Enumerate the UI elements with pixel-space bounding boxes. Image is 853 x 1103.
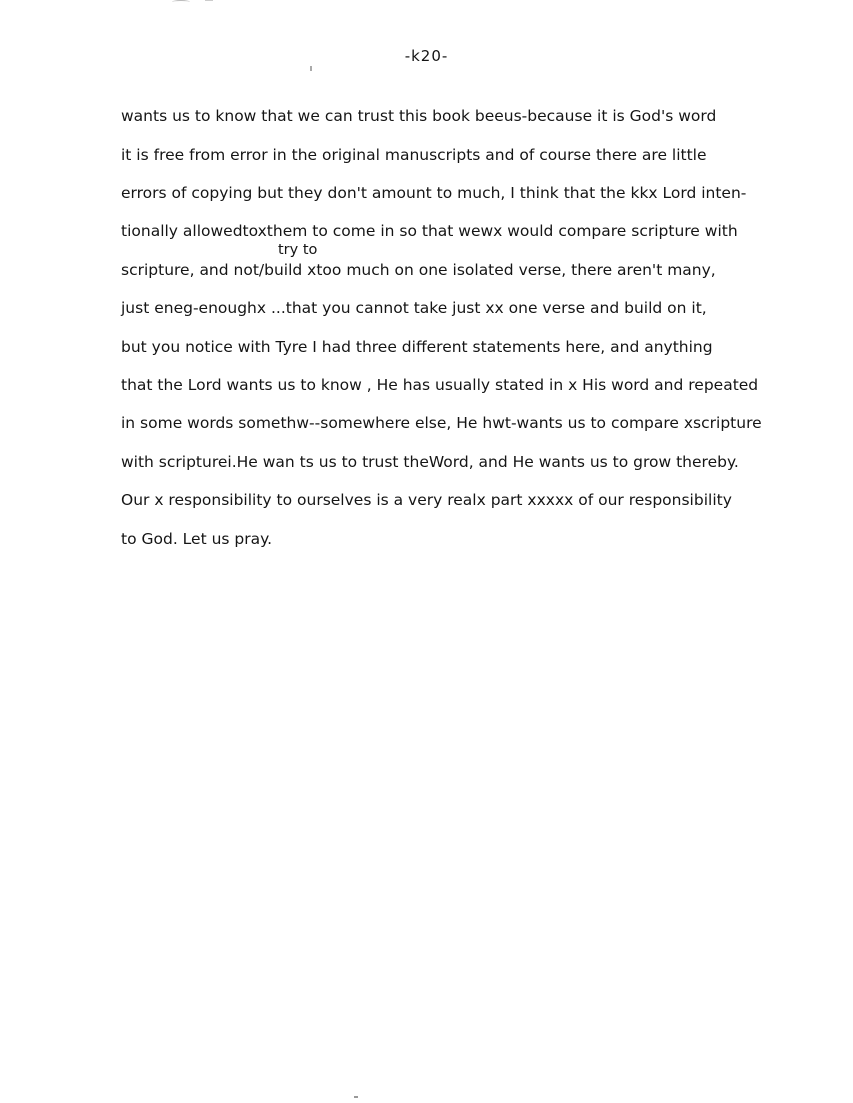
text-line: wants us to know that we can trust this book beeus-because it is God's word — [121, 107, 717, 125]
text-line: just eneg-enoughx ...that you cannot take just xx one verse and build on it, — [121, 299, 707, 317]
text-line: tionally allowedtoxthem to come in so that wewx would compare scripture with — [121, 222, 738, 240]
text-line: Our x responsibility to ourselves is a very realx part xxxxx of our responsibility — [121, 491, 732, 509]
text-line: errors of copying but they don't amount to much, I think that the kkx Lord inten- — [121, 184, 747, 202]
text-line: scripture, and not/build xtoo much on one isolated verse, there aren't many, — [121, 261, 716, 279]
text-line: in some words somethw--somewhere else, He hwt-wants us to compare xscripture — [121, 414, 762, 432]
text-line: to God. Let us pray. — [121, 530, 273, 548]
text-line: with scripturei.He wan ts us to trust theWord, and He wants us to grow thereby. — [121, 453, 739, 471]
text-line: but you notice with Tyre I had three different statements here, and anything — [121, 338, 713, 356]
handwritten-insertion: try to — [278, 242, 318, 258]
page-number: -k20- — [404, 47, 449, 65]
ink-speck — [310, 66, 312, 71]
bottom-edge-mark — [354, 1096, 358, 1098]
text-line: it is free from error in the original manuscripts and of course there are little — [121, 146, 707, 164]
text-line: that the Lord wants us to know , He has usually stated in x His word and repeated — [121, 376, 759, 394]
top-edge-mark — [205, 0, 213, 3]
top-edge-mark — [172, 0, 190, 4]
